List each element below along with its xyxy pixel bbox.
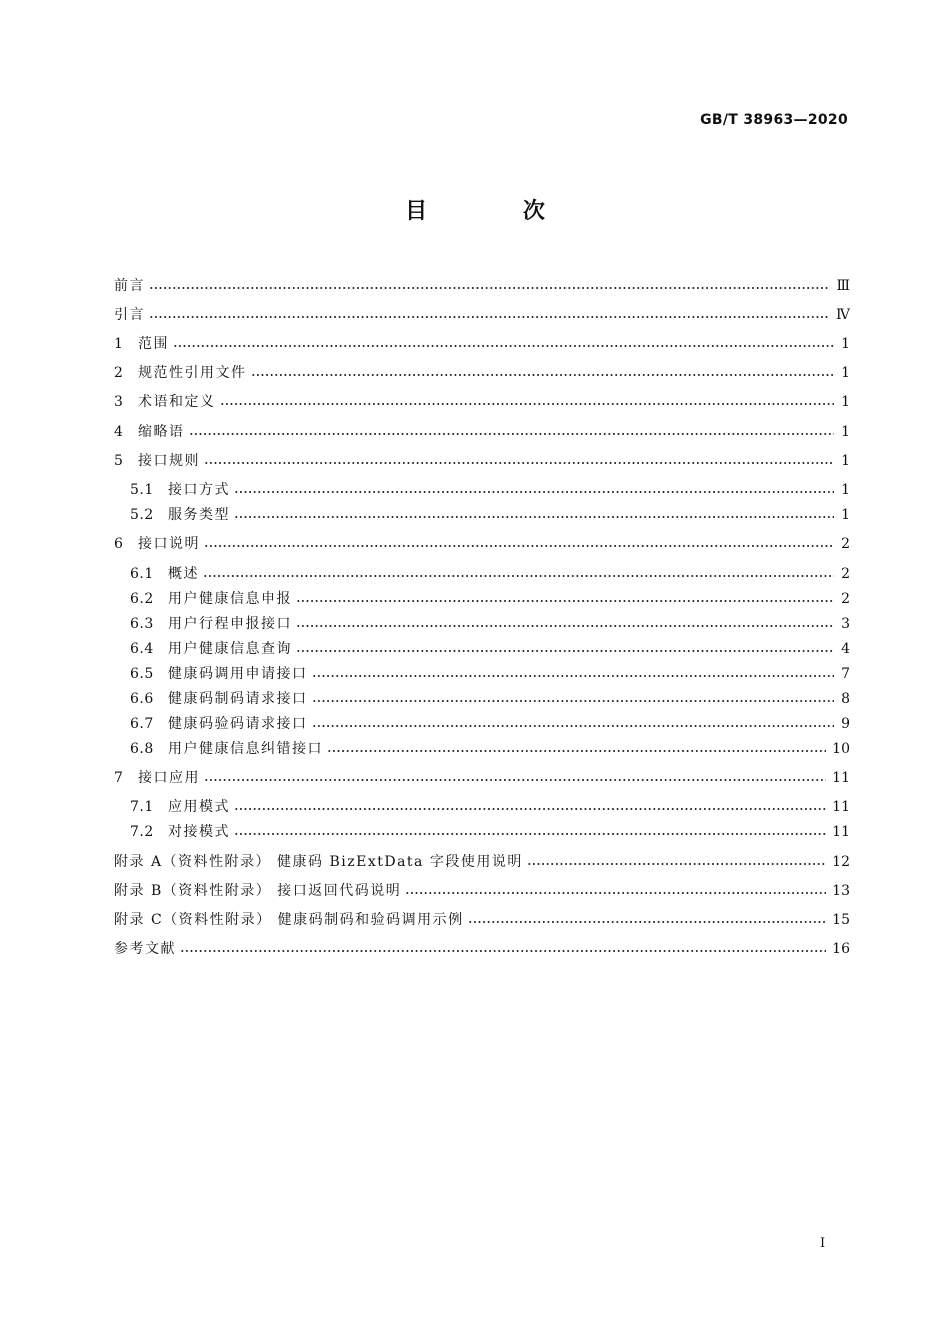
toc-page-number: 1 [841,336,850,352]
toc-entry-label: 6.1 概述 [130,566,199,582]
toc-entry-6-5[interactable] [130,660,850,684]
toc-entry-label: 附录 C（资料性附录） 健康码制码和验码调用示例 [114,912,464,928]
toc-page-number: 7 [841,666,850,682]
toc-page-number: 15 [832,912,850,928]
toc-entry-label: 5.1 接口方式 [130,482,230,498]
toc-entry-label: 附录 B（资料性附录） 接口返回代码说明 [114,883,402,899]
toc-entry-5-2[interactable] [130,501,850,525]
toc-leader-dots [468,920,827,924]
toc-entry-7-1[interactable] [130,793,850,817]
toc-entry-6-4[interactable] [130,635,850,659]
standard-code: GB/T 38963—2020 [700,112,848,128]
toc-leader-dots [203,574,834,578]
toc-section-number: 5.2 [130,507,154,523]
toc-leader-dots [220,402,835,406]
toc-entry-label: 6.5 健康码调用申请接口 [130,666,308,682]
toc-entry-label: 5.2 服务类型 [130,507,230,523]
toc-entry-2[interactable] [114,359,850,383]
toc-entry-6-3[interactable] [130,610,850,634]
toc-section-number: 6.6 [130,691,154,707]
toc-page-number: 1 [841,507,850,523]
toc-leader-dots [327,749,826,753]
toc-leader-dots [296,599,834,603]
toc-section-number: 6.4 [130,641,154,657]
toc-page-number: 1 [841,482,850,498]
toc-leader-dots [234,807,826,811]
toc-entry-label: 6.7 健康码验码请求接口 [130,716,308,732]
toc-leader-dots [296,624,834,628]
toc-entry-label: 1 范围 [114,336,169,352]
toc-page-number: Ⅲ [836,278,850,294]
toc-entry-1[interactable] [114,330,850,354]
toc-entry-7[interactable] [114,764,850,788]
toc-entry-4[interactable] [114,418,850,442]
toc-page-number: 4 [841,641,850,657]
toc-entry-introduction[interactable] [114,301,850,325]
toc-section-number: 5.1 [130,482,154,498]
toc-entry-6[interactable] [114,530,850,554]
toc-leader-dots [251,373,835,377]
toc-entry-appendix-b[interactable] [114,877,850,901]
toc-entry-label: 6.4 用户健康信息查询 [130,641,292,657]
toc-page-number: 11 [832,770,850,786]
toc-page-number: 1 [841,365,850,381]
toc-entry-6-7[interactable] [130,710,850,734]
toc-entry-label: 附录 A（资料性附录） 健康码 BizExtData 字段使用说明 [114,854,523,870]
toc-entry-label: 引言 [114,307,145,323]
toc-section-number: 6.7 [130,716,154,732]
toc-entry-7-2[interactable] [130,818,850,842]
toc-entry-6-8[interactable] [130,735,850,759]
toc-leader-dots [189,432,835,436]
toc-page-number: 12 [832,854,850,870]
toc-leader-dots [312,699,835,703]
toc-entry-label: 5 接口规则 [114,453,200,469]
toc-section-number: 1 [114,336,124,352]
toc-leader-dots [180,949,826,953]
toc-section-number: 6 [114,536,124,552]
toc-leader-dots [204,778,826,782]
toc-section-number: 6.2 [130,591,154,607]
toc-entry-5[interactable] [114,447,850,471]
toc-leader-dots [405,891,826,895]
toc-page-number: 2 [841,566,850,582]
toc-section-number: 3 [114,394,124,410]
toc-entry-6-6[interactable] [130,685,850,709]
toc-title: 目 次 [405,199,589,224]
toc-entry-label: 6 接口说明 [114,536,200,552]
toc-leader-dots [527,862,826,866]
toc-page-number: 13 [832,883,850,899]
toc-page-number: 3 [841,616,850,632]
toc-leader-dots [234,832,826,836]
toc-section-number: 4 [114,424,124,440]
toc-leader-dots [312,674,835,678]
toc-page-number: 1 [841,453,850,469]
toc-page-number: 8 [841,691,850,707]
toc-page-number: 16 [832,941,850,957]
toc-leader-dots [204,461,834,465]
toc-page-number: 11 [832,799,850,815]
toc-section-number: 7 [114,770,124,786]
toc-entry-label: 6.3 用户行程申报接口 [130,616,292,632]
toc-page-number: 2 [841,536,850,552]
toc-leader-dots [234,490,834,494]
toc-entry-6-1[interactable] [130,560,850,584]
toc-page-number: 10 [832,741,850,757]
toc-leader-dots [204,544,834,548]
toc-section-number: 7.2 [130,824,154,840]
toc-entry-label: 7.2 对接模式 [130,824,230,840]
toc-leader-dots [149,315,830,319]
toc-section-number: 6.3 [130,616,154,632]
toc-entry-3[interactable] [114,388,850,412]
toc-page-number: 11 [832,824,850,840]
toc-entry-label: 7.1 应用模式 [130,799,230,815]
toc-page-number: 2 [841,591,850,607]
toc-leader-dots [312,724,835,728]
toc-section-number: 6.1 [130,566,154,582]
toc-entry-label: 6.8 用户健康信息纠错接口 [130,741,323,757]
toc-leader-dots [296,649,834,653]
toc-section-number: 7.1 [130,799,154,815]
toc-entry-label: 3 术语和定义 [114,394,216,410]
toc-entry-label: 7 接口应用 [114,770,200,786]
toc-entry-label: 2 规范性引用文件 [114,365,247,381]
toc-entry-appendix-a[interactable] [114,848,850,872]
toc-entry-bibliography[interactable] [114,935,850,959]
toc-page-number: Ⅳ [836,307,850,323]
toc-entry-preface[interactable] [114,272,850,296]
toc-section-number: 2 [114,365,124,381]
toc-page-number: 9 [841,716,850,732]
toc-entry-label: 6.2 用户健康信息申报 [130,591,292,607]
toc-leader-dots [149,286,830,290]
toc-section-number: 6.8 [130,741,154,757]
toc-entry-label: 4 缩略语 [114,424,185,440]
toc-leader-dots [173,344,834,348]
toc-section-number: 6.5 [130,666,154,682]
toc-entry-label: 前言 [114,278,145,294]
toc-entry-5-1[interactable] [130,476,850,500]
toc-leader-dots [234,515,834,519]
footer-page-number: Ⅰ [820,1236,826,1251]
toc-page-number: 1 [841,424,850,440]
toc-entry-label: 6.6 健康码制码请求接口 [130,691,308,707]
toc-section-number: 5 [114,453,124,469]
toc-entry-label: 参考文献 [114,941,176,957]
toc-entry-6-2[interactable] [130,585,850,609]
toc-entry-appendix-c[interactable] [114,906,850,930]
toc-page-number: 1 [841,394,850,410]
